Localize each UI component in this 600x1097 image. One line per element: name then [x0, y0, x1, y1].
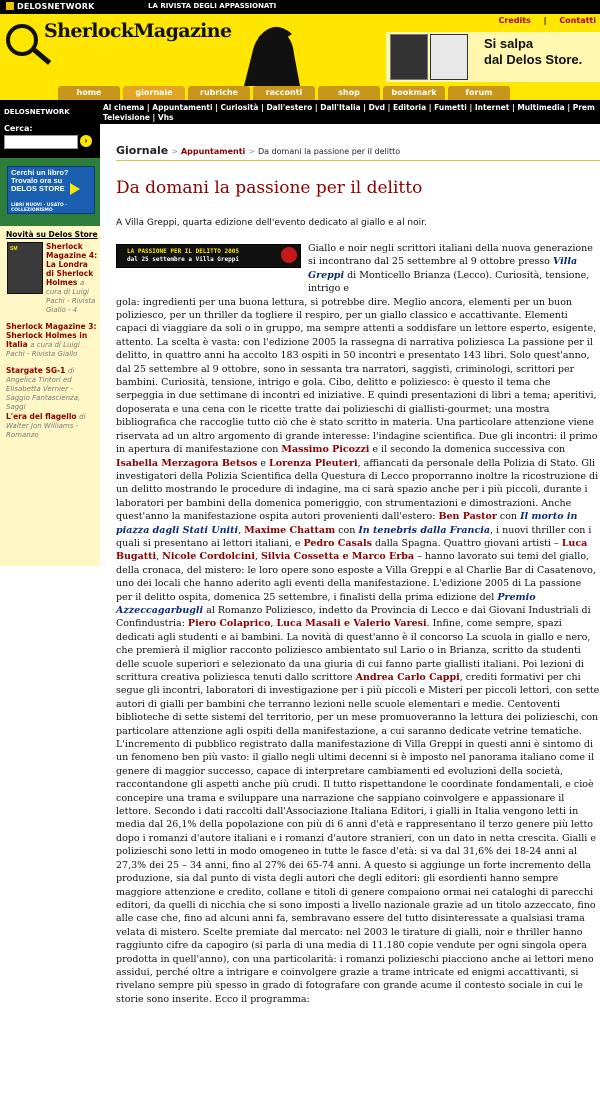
- tab-home[interactable]: home: [58, 86, 120, 100]
- event-banner-line1: LA PASSIONE PER IL DELITTO 2005: [127, 248, 239, 255]
- section-link[interactable]: Dall'estero: [266, 103, 313, 112]
- arrow-right-icon: [70, 183, 80, 195]
- main-content: [116, 124, 600, 1097]
- top-bar: [0, 0, 600, 14]
- breadcrumb-giornale[interactable]: Giornale: [116, 144, 169, 157]
- book-prefix: di: [79, 413, 86, 421]
- section-link[interactable]: Vhs: [157, 113, 174, 122]
- promo-line1: Cerchi un libro?: [11, 168, 69, 177]
- list-item[interactable]: Sherlock Magazine 4: La Londra di Sherlock Holmes a cura di Luigi Pachì - Rivista Giallo - 4: [46, 242, 98, 314]
- tagline: LA RIVISTA DEGLI APPASSIONATI: [148, 2, 277, 10]
- delos-network-brand-small[interactable]: DELOSNETWORK: [4, 108, 70, 116]
- page-title: Da domani la passione per il delitto: [116, 178, 423, 198]
- delos-network-brand[interactable]: DELOSNETWORK: [6, 2, 94, 11]
- store-line1: Si salpa: [484, 36, 534, 51]
- breadcrumb-divider: [116, 160, 600, 161]
- tab-rubriche[interactable]: rubriche: [188, 86, 250, 100]
- tab-forum[interactable]: forum: [448, 86, 510, 100]
- top-links: Credits | Contatti: [498, 16, 596, 25]
- section-nav: [0, 100, 600, 124]
- section-link[interactable]: Dall'Italia: [320, 103, 361, 112]
- book-covers: [390, 34, 470, 80]
- delos-store-banner[interactable]: [386, 32, 600, 82]
- tab-bookmark[interactable]: bookmark: [383, 86, 445, 100]
- book-cover: [390, 34, 428, 80]
- section-link[interactable]: Multimedia: [517, 103, 565, 112]
- section-link[interactable]: Prem: [572, 103, 595, 112]
- section-links: Al cinema | Appuntamenti | Curiosità | Dall'estero | Dall'Italia | Dvd | Editoria | Fumetti | Internet | Multimedia | Prem Televisione | Vhs: [103, 103, 595, 122]
- section-link[interactable]: Al cinema: [103, 103, 145, 112]
- book-series: Rivista Giallo: [31, 350, 78, 358]
- magnifier-handle: [33, 48, 52, 65]
- list-item[interactable]: Stargate SG-1 di Angelica Tintori ed Elisabetta Vernier - Saggio Fantascienza, Saggi: [6, 366, 81, 411]
- book-author[interactable]: Luigi Pachì: [6, 341, 80, 358]
- book-title[interactable]: L'era del flagello: [6, 412, 77, 421]
- book-title[interactable]: Sherlock Magazine 4: La Londra di Sherlock Holmes: [46, 242, 98, 287]
- section-link[interactable]: Curiosità: [220, 103, 259, 112]
- site-logo[interactable]: SherlockMagazine: [44, 20, 232, 42]
- book-author[interactable]: Angelica Tintori ed Elisabetta Vernier: [6, 376, 72, 393]
- list-item[interactable]: L'era del flagello di Walter Jon Williams - Romanzo: [6, 412, 86, 439]
- delos-store-promo[interactable]: [7, 166, 95, 214]
- article-subtitle: A Villa Greppi, quarta edizione dell'evento dedicato al giallo e al noir.: [116, 218, 427, 228]
- sherlock-silhouette-icon: [234, 14, 304, 86]
- book-cover-thumbnail[interactable]: SM: [7, 242, 43, 294]
- breadcrumb-appuntamenti[interactable]: Appuntamenti: [180, 147, 246, 156]
- main-nav: [0, 86, 600, 100]
- left-sidebar: [0, 124, 100, 1097]
- credits-link[interactable]: Credits: [498, 16, 531, 25]
- search-area: [0, 124, 100, 158]
- store-line2: dal Delos Store.: [484, 52, 583, 67]
- search-label: Cerca:: [4, 124, 33, 133]
- book-title[interactable]: Stargate SG-1: [6, 366, 66, 375]
- site-header: [0, 14, 600, 86]
- book-title[interactable]: Sherlock Magazine 3: Sherlock Holmes in Italia: [6, 322, 97, 349]
- book-series: Saggio Fantascienza, Saggi: [6, 394, 81, 411]
- store-news-box: [0, 226, 100, 566]
- article-body: Giallo e noir negli scrittori italiani della nuova generazione si incontrano dal 25 settembre al 9 ottobre presso Villa Greppi di Monticello Brianza (Lecco). Curiosità, tensione, intrigo e gola: ingredienti per una buona lettura, si potrebbe dire. Meglio ancora, elementi per un buon poliziesco, per un thriller da togliere il respiro, per un giallo classico e accattivante. Elementi capaci di viaggiare da soli o in gruppo, ma sempre attenti a soddisfare un lettore esperto, esigente, attento. La scelta è vasta: con l'edizione 2005 la rassegna di narrativa poliziesca La passione per il delitto, in quattro anni ha accolto 183 ospiti in 50 incontri e presentato 143 libri. Solo quest'anno, dal 25 settembre al 9 ottobre, sono in sessanta tra narratori, saggisti, criminologi, scrittori per bambini. Curiosità, tensione, intrigo e gola. Cibo, delitto e poliziesco: è questo il tema che serpeggia in due settimane di incontri ed iniziative. E quindi presentazioni di libri a tema; aperitivi, doposerata e una cena con le ricette tratte dai polizieschi di giallisti-gourmet; una mostra bibliografica che raccoglie tutto ciò che è stato scritto in materia. Una particolare attenzione viene riservata ad un altro argomento di grande interesse: l'indagine scientifica. Due gli incontri: il primo in apertura di manifestazione con Massimo Picozzi e il secondo la domenica successiva con Isabella Merzagora Betsos e Lorenza Pleuteri, affiancati da personale della Polizia di Stato. Gli investigatori della Polizia Scientifica della Questura di Lecco proporranno inoltre la ricostruzione di un delitto mostrando le procedure di indagine, ma ci sarà spazio anche per i più piccoli, durante i laboratori per bambini della domenica pomeriggio, con strumentazioni e dimostrazioni. Anche quest'anno la manifestazione ospita autori provenienti dall'estero: Ben Pastor con Il morto in piazza dagli Stati Uniti, Maxime Chattam con In tenebris dalla Francia, i nuovi thriller con i quali si presentano ai lettori italiani, e Pedro Casals dalla Spagna. Quattro giovani artisti – Luca Bugatti, Nicole Cordolcini, Silvia Cossetta e Marco Erba – hanno lavorato sui temi del giallo, della cronaca, del mistero: le loro opere sono esposte a Villa Greppi e al Charlie Bar di Casatenovo, uno dei locali che hanno aderito agli eventi della manifestazione. L'edizione 2005 di La passione per il delitto ospita, domenica 25 settembre, i finalisti della prima edizione del Premio Azzeccagarbugli al Romanzo Poliziesco, indetto da Provincia di Lecco e dai Giovani Industriali di Confindustria: Piero Colaprico, Luca Masali e Valerio Varesi. Infine, come sempre, spazi dedicati agli studenti e ai bambini. La novità di quest'anno è il concorso La scuola in giallo e nero, che premierà il miglior racconto poliziesco ambientato sul Lario o in Brianza, scritto da studenti delle scuole superiori e selezionato da una giuria di cui fanno parte giallisti italiani. Poi lezioni di scrittura creativa poliziesca tenuti dallo scrittore Andrea Carlo Cappi, crediti formativi per chi segue gli incontri, laboratori di investigazione per i più piccoli e Misteri per piccoli lettori, con sette autori di gialli per bambini che terranno lezioni nelle scuole elementari e medie. Centoventi biblioteche di sette sistemi del territorio, per un mese promuoveranno la lettura dei polizieschi, con particolare attenzione agli ospiti della manifestazione, a cui saranno dedicate vetrine tematiche. L'incremento di pubblico registrato dalla manifestazione di Villa Greppi in questi anni è sintomo di un fenomeno ben più vasto: il giallo negli ultimi decenni si è imposto nel panorama italiano come il genere di maggior successo, capace di interpretare cambiamenti ed evoluzioni della società, raccontandone gli aspetti anche più crudi. Il tutto rispettandone le coordinate fondamentali, e cioè concepire una trama e sviluppare una narrazione che sappiano coinvolgere e appassionare il lettore. Secondo i dati raccolti dall'Associazione Italiana Editori, i gialli in Italia vengono letti in media dal 26,1% della popolazione con più di 6 anni d'età e rappresentano il terzo genere più letto dopo i romanzi d'autore italiani e i romanzi d'autore stranieri, con un dato in netta crescita. Gialli e polizieschi sono letti in modo omogeneo in tutte le fasce d'età: si va dal 31,6% dei 18-24 anni al 27,3% dei 25 – 34 anni, fino al 27% dei 65-74 anni. A questo si aggiunge un forte incremento della produzione, sia dal punto di vista degli autori che degli editori: gli esordienti hanno sempre maggiore attenzione e credito, collane e titoli di genere compaiono ormai nei cataloghi di parecchi editori, da quelli di nicchia che si sono imposti a livello nazionale grazie ad un titolo azzeccato, fino alle case che, fino ad alcuni anni fa, sembravano essere del tutto disinteressate a qualsiasi trama velata di mistero. Scelte premiate dal mercato: nel 2003 le tirature di gialli, noir e thriller hanno raggiunto cifre da capogiro (si parla di una media di 11.180 copie vendute per ogni singola opera prodotta in quell'anno), con una particolarità: i romanzi polizieschi piacciono anche ai lettori meno assidui, perché oltre a intrigare e coinvolgere grazie a trame intricate ed enigmi accattivanti, si rivelano sempre più spesso in grado di fotografare con grande acume il contesto sociale in cui le storie sono inserite. Ecco il programma:: [116, 243, 600, 1005]
- book-prefix: di: [67, 367, 75, 375]
- promo-footer: LIBRI NUOVI · USATO · COLLEZIONISMO: [11, 203, 68, 213]
- breadcrumb-current: Da domani la passione per il delitto: [257, 147, 401, 156]
- promo-brand: DELOS STORE: [11, 184, 65, 193]
- promo-line2: Trovalo ora su: [11, 176, 63, 185]
- section-link[interactable]: Televisione: [103, 113, 150, 122]
- book-prefix: a cura di: [46, 279, 85, 296]
- book-series: Rivista Giallo - 4: [46, 297, 96, 314]
- tab-giornale[interactable]: giornale: [123, 86, 185, 100]
- tab-shop[interactable]: shop: [318, 86, 380, 100]
- book-author[interactable]: Luigi Pachì: [46, 288, 89, 305]
- search-input[interactable]: [4, 135, 78, 149]
- contacts-link[interactable]: Contatti: [559, 16, 596, 25]
- event-banner-line2: dal 25 settembre a Villa Greppi: [127, 256, 239, 263]
- search-go-button[interactable]: ›: [80, 135, 92, 147]
- book-cover: [430, 34, 468, 80]
- book-series: Romanzo: [6, 431, 39, 439]
- breadcrumb: Giornale > Appuntamenti > Da domani la passione per il delitto: [116, 144, 401, 157]
- section-link[interactable]: Dvd: [368, 103, 386, 112]
- book-prefix: a cura di: [30, 341, 61, 349]
- section-link[interactable]: Appuntamenti: [152, 103, 213, 112]
- section-link[interactable]: Fumetti: [434, 103, 467, 112]
- section-link[interactable]: Editoria: [393, 103, 427, 112]
- book-author[interactable]: Walter Jon Williams: [6, 422, 74, 430]
- tab-racconti[interactable]: racconti: [253, 86, 315, 100]
- list-item[interactable]: Sherlock Magazine 3: Sherlock Holmes in Italia a cura di Luigi Pachì - Rivista Giallo: [6, 322, 97, 358]
- store-news-heading[interactable]: Novità su Delos Store: [6, 230, 98, 239]
- section-link[interactable]: Internet: [474, 103, 510, 112]
